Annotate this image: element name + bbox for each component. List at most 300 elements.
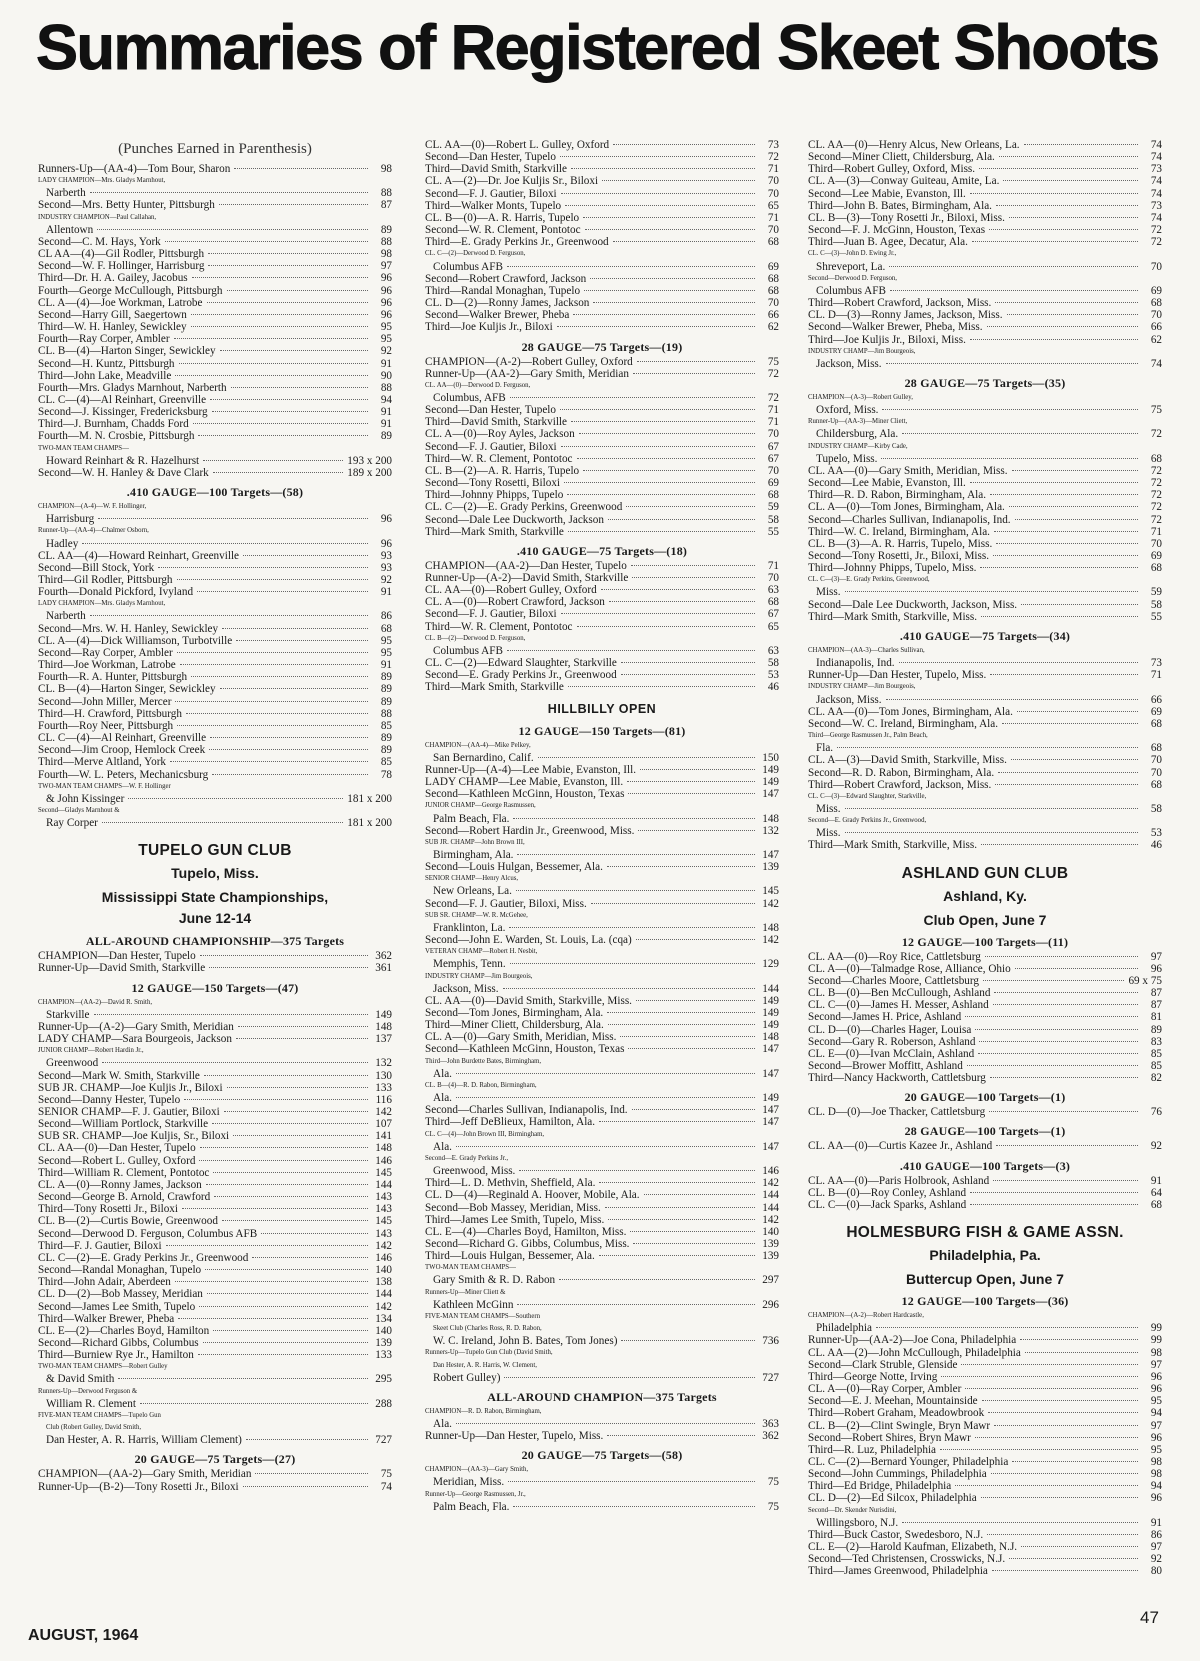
score: 78 — [380, 768, 392, 781]
result-entry: CL. A—(3)—Conway Guiteau, Amite, La. — [808, 175, 1000, 188]
dot-leader — [233, 1135, 368, 1136]
result-row — [38, 297, 392, 309]
dot-leader — [560, 409, 755, 410]
result-line: CHAMPION—(AA-3)—Charles Sullivan, — [808, 646, 925, 654]
score: 146 — [762, 1165, 779, 1178]
score: 74 — [1150, 151, 1162, 164]
result-entry: CL. A—(4)—Joe Workman, Latrobe — [38, 296, 203, 309]
result-row — [38, 1313, 392, 1325]
dot-leader — [98, 518, 368, 519]
result-row — [425, 200, 779, 212]
dot-leader — [967, 1065, 1138, 1066]
result-entry: CL. A—(0)—Tom Jones, Birmingham, Ala. — [808, 501, 1005, 514]
score: 144 — [375, 1178, 392, 1191]
dot-leader — [205, 1269, 368, 1270]
dot-leader — [633, 373, 755, 374]
dot-leader — [970, 1192, 1138, 1193]
score: 68 — [767, 236, 779, 249]
result-line: CHAMPION—(A-2)—Robert Hardcastle, — [808, 1312, 924, 1320]
dot-leader — [628, 1048, 755, 1049]
dot-leader — [519, 1170, 755, 1171]
dot-leader — [979, 1041, 1138, 1042]
result-row — [38, 1070, 392, 1082]
dot-leader — [573, 314, 755, 315]
dot-leader — [899, 662, 1138, 663]
result-entry: Third—David Smith, Starkville — [425, 163, 568, 176]
score: 99 — [1150, 1334, 1162, 1347]
dot-leader — [538, 757, 755, 758]
result-entry: Second—Bob Massey, Meridian, Miss. — [425, 1201, 601, 1214]
result-entry: Third—L. D. Methvin, Sheffield, Ala. — [425, 1177, 596, 1190]
result-line: SENIOR CHAMP—Henry Alcus, — [425, 875, 519, 883]
score: 149 — [762, 776, 779, 789]
score: 139 — [762, 1250, 779, 1263]
result-row — [425, 1007, 779, 1019]
result-line: INDUSTRY CHAMP—Jim Bourgeois, — [808, 683, 916, 691]
result-row — [38, 1276, 392, 1288]
result-line: Skeet Club (Charles Ross, R. D. Rabon, — [433, 1325, 542, 1333]
result-entry: Second—James H. Price, Ashland — [808, 1011, 962, 1024]
score: 139 — [762, 1237, 779, 1250]
dot-leader — [456, 1073, 755, 1074]
score: 145 — [762, 885, 779, 898]
result-row — [425, 297, 779, 309]
score: 95 — [380, 634, 392, 647]
result-row — [808, 404, 1162, 416]
result-row — [425, 1189, 779, 1201]
score: 69 — [1150, 550, 1162, 562]
result-row — [425, 1250, 779, 1262]
dot-leader — [993, 1180, 1138, 1181]
dot-leader — [996, 543, 1138, 544]
score: 296 — [762, 1298, 779, 1311]
result-entry: Second—Robert Shires, Bryn Mawr — [808, 1431, 971, 1444]
dot-leader — [220, 350, 368, 351]
dot-leader — [890, 290, 1138, 291]
result-row — [808, 1060, 1162, 1072]
result-row — [808, 465, 1162, 477]
score: 149 — [762, 1007, 779, 1019]
result-row — [425, 489, 779, 501]
score: 68 — [1150, 297, 1162, 310]
result-entry: Narberth — [46, 187, 86, 200]
dot-leader — [608, 1024, 755, 1025]
result-row — [808, 827, 1162, 839]
result-entry: Indianapolis, Ind. — [816, 657, 895, 670]
score: 89 — [380, 683, 392, 696]
section-heading: 20 GAUGE—75 Targets—(58) — [521, 1448, 683, 1463]
dot-leader — [186, 713, 368, 714]
score: 87 — [380, 199, 392, 212]
issue-date: AUGUST, 1964 — [28, 1627, 139, 1644]
result-row — [425, 285, 779, 297]
score: 66 — [1150, 693, 1162, 706]
dot-leader — [200, 1147, 368, 1148]
result-row — [808, 1456, 1162, 1468]
result-entry: Second—Kathleen McGinn, Houston, Texas — [425, 1043, 625, 1056]
score: 69 — [767, 260, 779, 273]
score: 67 — [767, 440, 779, 453]
result-entry: CL. B—(3)—A. R. Harris, Tupelo, Miss. — [808, 537, 993, 550]
result-entry: Birmingham, Ala. — [433, 848, 514, 861]
score: 91 — [380, 586, 392, 599]
result-row — [425, 885, 779, 897]
dot-leader — [571, 421, 755, 422]
result-entry: CL. AA—(0)—Robert Gulley, Oxford — [425, 584, 597, 597]
result-row — [425, 752, 779, 764]
dot-leader — [212, 411, 368, 412]
section-heading: 12 GAUGE—150 Targets—(81) — [518, 723, 686, 738]
result-entry: Second—Miner Cliett, Childersburg, Ala. — [808, 151, 995, 164]
dot-leader — [882, 409, 1138, 410]
result-row — [808, 1371, 1162, 1383]
result-row — [425, 1092, 779, 1104]
score: 92 — [1150, 1553, 1162, 1566]
result-row — [38, 382, 392, 394]
dot-leader — [1002, 723, 1138, 724]
dot-leader — [990, 674, 1138, 675]
score: 66 — [1150, 321, 1162, 334]
score: 736 — [762, 1335, 779, 1348]
dot-leader — [1009, 1558, 1138, 1559]
result-entry: Third—Nancy Hackworth, Cattletsburg — [808, 1072, 986, 1085]
result-row — [38, 321, 392, 333]
result-row — [425, 681, 779, 693]
dot-leader — [970, 339, 1138, 340]
score: 65 — [767, 199, 779, 212]
result-row — [38, 610, 392, 622]
result-row — [38, 1094, 392, 1106]
result-row — [38, 793, 392, 805]
result-row — [808, 767, 1162, 779]
result-row — [38, 1082, 392, 1094]
result-row — [38, 455, 392, 467]
result-row — [38, 1118, 392, 1130]
dot-leader — [192, 277, 368, 278]
dot-leader — [222, 1220, 368, 1221]
result-row — [808, 188, 1162, 200]
result-entry: Third—F. J. Gautier, Biloxi — [38, 1239, 162, 1252]
score: 94 — [1150, 1407, 1162, 1420]
result-row — [808, 1347, 1162, 1359]
score: 97 — [380, 260, 392, 273]
result-row — [38, 538, 392, 550]
dot-leader — [182, 1208, 368, 1209]
result-entry: Second—Dan Hester, Tupelo — [425, 404, 556, 417]
dot-leader — [590, 278, 755, 279]
result-entry: Second—Charles Sullivan, Indianapolis, Ind. — [808, 513, 1011, 526]
result-row — [38, 224, 392, 236]
dot-leader — [191, 314, 368, 315]
score: 361 — [375, 962, 392, 975]
result-entry: Third—William R. Clement, Pontotoc — [38, 1166, 210, 1179]
result-row — [38, 1203, 392, 1215]
dot-leader — [180, 664, 368, 665]
dot-leader — [621, 674, 755, 675]
result-entry: Second—R. D. Rabon, Birmingham, Ala. — [808, 766, 995, 779]
dot-leader — [503, 988, 755, 989]
dot-leader — [583, 470, 755, 471]
result-entry: Second—J. Kissinger, Fredericksburg — [38, 406, 208, 419]
result-row — [425, 309, 779, 321]
result-entry: CL. A—(3)—David Smith, Starkville, Miss. — [808, 754, 1007, 767]
result-entry: CL. D—(3)—Ronny James, Jackson, Miss. — [808, 309, 1003, 322]
result-entry: Runner-Up—Dan Hester, Tupelo, Miss. — [808, 669, 987, 682]
dot-leader — [175, 375, 368, 376]
result-entry: Second—Walker Brewer, Pheba, Miss. — [808, 321, 983, 334]
dot-leader — [881, 458, 1138, 459]
score: 65 — [767, 620, 779, 633]
dot-leader — [236, 640, 368, 641]
dot-leader — [213, 472, 343, 473]
dot-leader — [246, 1439, 368, 1440]
section-heading: Philadelphia, Pa. — [929, 1247, 1041, 1264]
dot-leader — [209, 967, 368, 968]
dot-leader — [1015, 519, 1138, 520]
result-entry: CHAMPION—(AA-2)—Gary Smith, Meridian — [38, 1468, 252, 1481]
result-entry: Philadelphia — [816, 1322, 872, 1335]
result-entry: Third—Merve Altland, York — [38, 756, 167, 769]
result-entry: CL. B—(2)—A. R. Harris, Tupelo — [425, 464, 580, 477]
score: 85 — [380, 719, 392, 732]
score: 88 — [380, 235, 392, 248]
dot-leader — [191, 326, 368, 327]
dot-leader — [965, 1016, 1138, 1017]
result-row — [808, 285, 1162, 297]
page-number: 47 — [1140, 1608, 1159, 1627]
result-row — [38, 260, 392, 272]
result-row — [425, 1165, 779, 1177]
score: 149 — [762, 994, 779, 1007]
dot-leader — [994, 531, 1138, 532]
result-row — [425, 584, 779, 596]
result-entry: Second—H. Kuntz, Pittsburgh — [38, 357, 175, 370]
result-entry: Third—David Smith, Starkville — [425, 416, 568, 429]
dot-leader — [632, 577, 755, 578]
result-entry: CL. C—(2)—Edward Slaughter, Starkville — [425, 657, 617, 670]
result-entry: Robert Gulley) — [433, 1371, 501, 1384]
result-line: CHAMPION—R. D. Rabon, Birmingham, — [425, 1407, 542, 1415]
result-entry: Third—H. Crawford, Pittsburgh — [38, 707, 182, 720]
result-entry: CL. AA—(0)—Gary Smith, Meridian, Miss. — [808, 464, 1008, 477]
result-line: INDUSTRY CHAMP—Jim Bourgeois, — [425, 972, 533, 980]
dot-leader — [609, 601, 755, 602]
result-row — [425, 1418, 779, 1430]
result-entry: CL. A—(0)—Gary Smith, Meridian, Miss. — [425, 1031, 617, 1044]
dot-leader — [631, 565, 755, 566]
result-row — [38, 1264, 392, 1276]
dot-leader — [456, 1146, 755, 1147]
score: 129 — [762, 958, 779, 971]
score: 75 — [767, 355, 779, 368]
dot-leader — [175, 1281, 368, 1282]
dot-leader — [508, 1481, 755, 1482]
score: 147 — [762, 848, 779, 861]
result-entry: Third—Mark Smith, Starkville, Miss. — [808, 610, 978, 623]
score: 149 — [762, 1092, 779, 1105]
result-entry: CL. A—(0)—Ray Corper, Ambler — [808, 1383, 962, 1396]
score: 97 — [1150, 950, 1162, 963]
result-entry: Second—Gary R. Roberson, Ashland — [808, 1035, 976, 1048]
result-line: CHAMPION—(AA-3)—Gary Smith, — [425, 1466, 529, 1474]
result-entry: Second—Kathleen McGinn, Houston, Texas — [425, 788, 625, 801]
result-row — [808, 261, 1162, 273]
dot-leader — [889, 266, 1138, 267]
result-entry: Third—R. D. Rabon, Birmingham, Ala. — [808, 489, 987, 502]
result-entry: Willingsboro, N.J. — [816, 1516, 899, 1529]
result-row — [808, 526, 1162, 538]
score: 363 — [762, 1418, 779, 1430]
result-row — [425, 428, 779, 440]
dot-leader — [965, 1388, 1138, 1389]
dot-leader — [902, 1522, 1138, 1523]
score: 140 — [762, 1225, 779, 1238]
score: 70 — [767, 224, 779, 237]
result-row — [38, 1240, 392, 1252]
result-row — [808, 951, 1162, 963]
section-heading: HILLBILLY OPEN — [547, 701, 657, 716]
score: 144 — [762, 1189, 779, 1202]
result-row — [38, 163, 392, 175]
result-row — [808, 297, 1162, 309]
section-heading: ASHLAND GUN CLUB — [901, 864, 1069, 882]
dot-leader — [513, 1506, 755, 1507]
score: 86 — [1150, 1528, 1162, 1541]
result-row — [808, 163, 1162, 175]
score: 53 — [1150, 827, 1162, 840]
result-row — [38, 199, 392, 211]
dot-leader — [158, 567, 368, 568]
score: 62 — [767, 321, 779, 334]
result-entry: Third—Walker Brewer, Pheba — [38, 1312, 175, 1325]
score: 149 — [762, 763, 779, 776]
result-entry: CL. C—(2)—E. Grady Perkins Jr., Greenwood — [38, 1251, 249, 1264]
score: 295 — [375, 1373, 392, 1386]
score: 96 — [1150, 1431, 1162, 1444]
dot-leader — [1021, 1546, 1138, 1547]
result-row — [425, 175, 779, 187]
result-row — [425, 273, 779, 285]
score: 72 — [1150, 477, 1162, 490]
result-line: INDUSTRY CHAMP—Jim Bourgeois, — [808, 347, 916, 355]
result-row — [425, 163, 779, 175]
result-row — [38, 635, 392, 647]
result-line: INDUSTRY CHAMPION—Paul Callahan, — [38, 213, 157, 221]
result-entry: Jackson, Miss. — [816, 357, 882, 370]
score: 140 — [375, 1264, 392, 1277]
score: 62 — [1150, 333, 1162, 346]
result-entry: Runners-Up—(AA-4)—Tom Bour, Sharon — [38, 163, 231, 175]
result-row — [38, 394, 392, 406]
section-heading: Mississippi State Championships, — [101, 889, 329, 906]
result-entry: Ray Corper — [46, 817, 98, 830]
result-row — [425, 151, 779, 163]
dot-leader — [208, 265, 368, 266]
score: 67 — [767, 608, 779, 621]
dot-leader — [991, 1473, 1138, 1474]
result-row — [38, 708, 392, 720]
result-row — [425, 1202, 779, 1214]
result-row — [38, 1468, 392, 1480]
score: 143 — [375, 1227, 392, 1240]
result-entry: Fourth—Donald Pickford, Ivyland — [38, 586, 194, 599]
score: 107 — [375, 1118, 392, 1131]
section-heading: Buttercup Open, June 7 — [906, 1271, 1064, 1288]
result-entry: CL. C—(2)—E. Grady Perkins, Greenwood — [425, 501, 623, 514]
score: 96 — [380, 513, 392, 526]
score: 80 — [1150, 1565, 1162, 1578]
result-entry: Third—James Greenwood, Philadelphia — [808, 1565, 988, 1578]
score: 189 x 200 — [347, 466, 392, 479]
score: 147 — [762, 788, 779, 801]
result-row — [425, 813, 779, 825]
score: 74 — [1150, 187, 1162, 200]
result-row — [808, 987, 1162, 999]
result-row — [425, 224, 779, 236]
result-entry: Second—Derwood D. Ferguson, Columbus AFB — [38, 1227, 258, 1240]
score: 89 — [380, 430, 392, 443]
result-row — [38, 187, 392, 199]
score: 140 — [375, 1324, 392, 1337]
result-entry: CL. C—(4)—Al Reinhart, Greenville — [38, 393, 207, 406]
score: 148 — [762, 921, 779, 934]
result-entry: CL. B—(0)—Ben McCullough, Ashland — [808, 987, 991, 1000]
score: 70 — [767, 428, 779, 441]
result-row — [38, 406, 392, 418]
result-row — [38, 1288, 392, 1300]
dot-leader — [178, 1318, 368, 1319]
result-entry: Franklinton, La. — [433, 921, 506, 934]
score: 144 — [375, 1288, 392, 1301]
result-entry: Third—John Adair, Aberdeen — [38, 1276, 171, 1289]
dot-leader — [605, 1207, 755, 1208]
result-line: TWO-MAN TEAM CHAMPS— — [425, 1264, 516, 1272]
result-row — [808, 975, 1162, 987]
score: 88 — [380, 707, 392, 720]
result-entry: CL. D—(0)—Charles Hager, Louisa — [808, 1023, 972, 1036]
dot-leader — [981, 616, 1138, 617]
score: 89 — [380, 744, 392, 757]
result-row — [38, 1142, 392, 1154]
result-entry: Jackson, Miss. — [433, 982, 499, 995]
dot-leader — [1009, 217, 1138, 218]
result-row — [808, 1529, 1162, 1541]
dot-leader — [177, 652, 368, 653]
result-entry: CL. B—(0)—A. R. Harris, Tupelo — [425, 211, 580, 224]
dot-leader — [564, 482, 755, 483]
result-row — [425, 621, 779, 633]
score: 88 — [380, 381, 392, 394]
dot-leader — [607, 1012, 755, 1013]
result-entry: W. C. Ireland, John B. Bates, Tom Jones) — [433, 1335, 618, 1348]
score: 142 — [762, 934, 779, 947]
result-row — [425, 995, 779, 1007]
dot-leader — [995, 302, 1138, 303]
score: 58 — [1150, 598, 1162, 611]
result-row — [808, 1036, 1162, 1048]
result-row — [38, 1252, 392, 1264]
result-entry: Second—Tony Rosetti, Biloxi — [425, 477, 561, 490]
result-entry: Hadley — [46, 537, 79, 550]
score: 96 — [380, 308, 392, 321]
result-entry: Runner-Up—(B-2)—Tony Rosetti Jr., Biloxi — [38, 1480, 239, 1493]
result-entry: CL. E—(4)—Charles Boyd, Hamilton, Miss. — [425, 1225, 627, 1238]
result-row — [38, 1057, 392, 1069]
score: 66 — [767, 309, 779, 322]
result-entry: Runner-Up—(A-4)—Lee Mabie, Evanston, Ill. — [425, 763, 637, 776]
result-line: Third—John Burdette Bates, Birmingham, — [425, 1057, 542, 1065]
result-row — [425, 477, 779, 489]
